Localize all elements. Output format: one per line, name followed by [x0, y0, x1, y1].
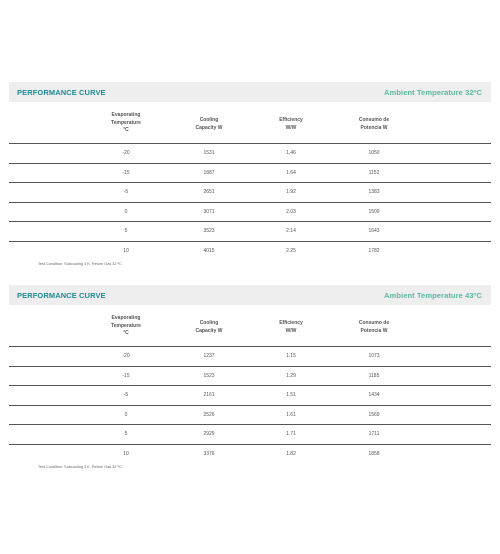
table-row	[9, 182, 491, 202]
cell-cooling-capacity: 3071	[203, 208, 215, 215]
header-line: Cooling	[199, 117, 219, 123]
col-head-efficiency	[256, 320, 326, 335]
table-body	[9, 346, 491, 463]
col-head-cooling-capacity	[174, 320, 244, 335]
cell-cooling-capacity: 1887	[203, 169, 215, 176]
cell-efficiency: 1.29	[286, 372, 296, 379]
cell-cooling-capacity: 3523	[203, 228, 215, 234]
cell-power-consumption: 1782	[368, 247, 380, 254]
cell-power-consumption: 1858	[368, 450, 380, 457]
table-row	[9, 346, 491, 366]
cell-cooling-capacity: 2929	[203, 431, 215, 437]
header-line: Evaporating	[111, 315, 141, 321]
cell-efficiency: 1.46	[286, 150, 296, 156]
header-line: Consumo de	[358, 117, 390, 123]
table-row	[9, 385, 491, 405]
header-line: Capacity W	[195, 124, 223, 131]
cell-efficiency: 1.51	[286, 392, 296, 398]
header-line: Potencia W	[360, 327, 388, 334]
test-condition-note: Test Condition: Subcooling 3 K, Return Gas 32 ºC	[38, 262, 122, 266]
cell-cooling-capacity: 1531	[203, 150, 215, 156]
header-line: °C	[123, 127, 129, 133]
table-row	[9, 444, 491, 464]
cell-evap-temp: -15	[122, 372, 130, 379]
col-head-power-consumption	[339, 117, 409, 132]
cell-power-consumption: 1509	[368, 208, 380, 215]
section-title: PERFORMANCE CURVE	[17, 290, 106, 300]
col-head-power-consumption	[339, 320, 409, 335]
cell-cooling-capacity: 2526	[203, 411, 215, 418]
header-line: °C	[123, 330, 129, 336]
cell-cooling-capacity: 2161	[203, 392, 215, 398]
table-row	[9, 163, 491, 183]
cell-power-consumption: 1185	[368, 372, 380, 379]
header-line: Cooling	[199, 320, 219, 326]
header-line: W/W	[285, 327, 297, 334]
cell-efficiency: 1.71	[286, 431, 296, 437]
column-headers	[9, 102, 491, 143]
table-body	[9, 143, 491, 260]
col-head-cooling-capacity	[174, 117, 244, 132]
cell-power-consumption: 1643	[368, 228, 380, 234]
col-head-evaporating-temp	[91, 315, 161, 338]
cell-efficiency: 1.15	[286, 353, 296, 359]
cell-evap-temp: -20	[122, 150, 130, 156]
cell-efficiency: 2.25	[286, 247, 296, 254]
header-line: Evaporating	[111, 112, 141, 118]
header-line: Temperature	[111, 322, 141, 329]
cell-evap-temp: -5	[123, 392, 129, 398]
section-header	[9, 285, 491, 305]
cell-efficiency: 1.64	[286, 169, 296, 176]
header-line: Capacity W	[195, 327, 223, 334]
section-header	[9, 82, 491, 102]
cell-evap-temp: -15	[122, 169, 130, 176]
column-headers	[9, 305, 491, 346]
section-title: PERFORMANCE CURVE	[17, 87, 106, 97]
cell-efficiency: 1.61	[286, 411, 296, 418]
table-row	[9, 241, 491, 261]
cell-power-consumption: 1152	[368, 169, 380, 176]
cell-efficiency: 1.82	[286, 450, 296, 457]
cell-cooling-capacity: 3376	[203, 450, 215, 457]
col-head-evaporating-temp	[91, 112, 161, 135]
table-row	[9, 221, 491, 241]
cell-power-consumption: 1434	[368, 392, 380, 398]
performance-table-32c	[9, 82, 491, 266]
ambient-temperature-label: Ambient Temperature 32ºC	[384, 87, 482, 97]
header-line: Temperature	[111, 119, 141, 126]
cell-cooling-capacity: 1523	[203, 372, 215, 379]
cell-evap-temp: 10	[123, 450, 129, 457]
cell-efficiency: 2.14	[286, 228, 296, 234]
table-row	[9, 424, 491, 444]
test-condition-note: Test Condition: Subcooling 3 K, Return Gas 32 ºC	[38, 465, 122, 469]
cell-evap-temp: 0	[124, 208, 128, 215]
cell-evap-temp: 5	[124, 431, 128, 437]
header-line: Potencia W	[360, 124, 388, 131]
cell-evap-temp: 10	[123, 247, 129, 254]
cell-cooling-capacity: 4015	[203, 247, 215, 254]
cell-evap-temp: -5	[123, 189, 129, 195]
table-row	[9, 405, 491, 425]
header-line: Efficiency	[279, 320, 303, 326]
cell-evap-temp: -20	[122, 353, 130, 359]
cell-cooling-capacity: 2651	[203, 189, 215, 195]
cell-power-consumption: 1383	[368, 189, 380, 195]
col-head-efficiency	[256, 117, 326, 132]
ambient-temperature-label: Ambient Temperature 43ºC	[384, 290, 482, 300]
header-line: W/W	[285, 124, 297, 131]
cell-evap-temp: 5	[124, 228, 128, 234]
cell-efficiency: 1.92	[286, 189, 296, 195]
table-row	[9, 143, 491, 163]
cell-evap-temp: 0	[124, 411, 128, 418]
header-line: Efficiency	[279, 117, 303, 123]
header-line: Consumo de	[358, 320, 390, 326]
performance-table-43c	[9, 285, 491, 469]
cell-power-consumption: 1711	[368, 431, 380, 437]
cell-efficiency: 2.03	[286, 208, 296, 215]
cell-power-consumption: 1073	[368, 353, 380, 359]
cell-power-consumption: 1050	[368, 150, 380, 156]
cell-cooling-capacity: 1237	[203, 353, 215, 359]
table-row	[9, 366, 491, 386]
table-row	[9, 202, 491, 222]
cell-power-consumption: 1569	[368, 411, 380, 418]
